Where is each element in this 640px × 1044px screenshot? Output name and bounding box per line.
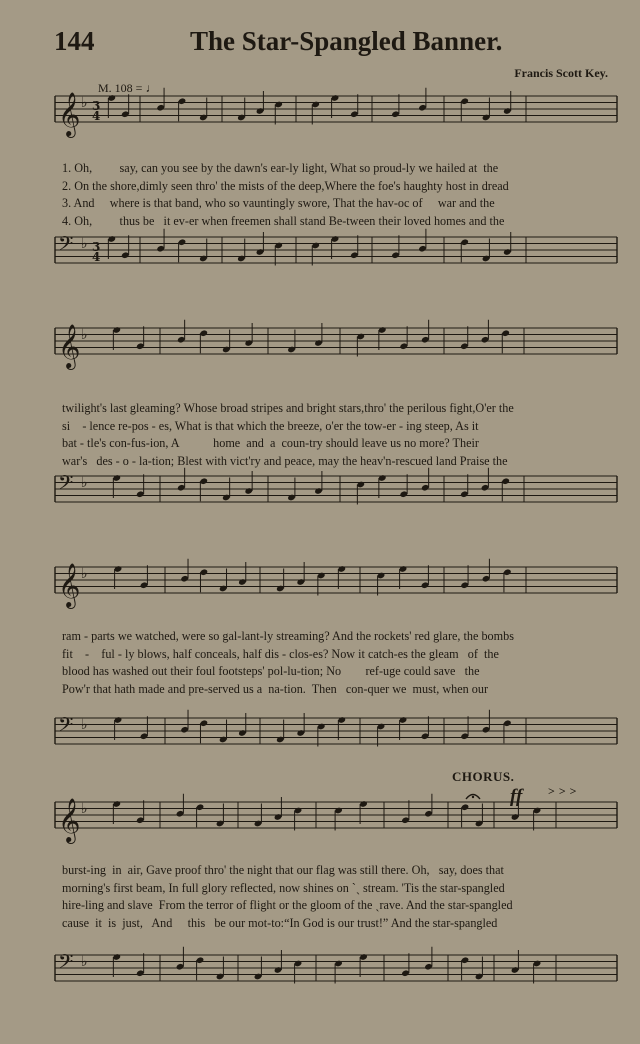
page-number: 144 [54, 26, 95, 56]
time-signature: 4 [92, 250, 101, 264]
lyric-line: blood has washed out their foul footsteps' pol-lu-tion; No ref-uge could save the [62, 664, 480, 678]
lyrics-block-1 [62, 160, 622, 230]
author-credit: Francis Scott Key. [514, 66, 608, 80]
fortissimo-mark: ff [510, 786, 523, 807]
time-signature: 4 [92, 109, 101, 123]
treble-clef-icon: 𝄞 [58, 324, 81, 368]
bass-clef-icon: 𝄢 [58, 950, 74, 978]
treble-clef-icon: 𝄞 [58, 798, 81, 842]
lyric-line: 4. Oh, thus be it ev-er when freemen shall stand Be-tween their loved homes and the [62, 213, 505, 228]
lyric-line: Pow'r that hath made and pre-served us a na-tion. Then con-quer we must, when our [62, 681, 489, 696]
lyrics-block-2 [62, 400, 622, 470]
lyric-line: bat - tle's con-fus-ion, A home and a coun-try should leave us no more? Their [62, 436, 479, 450]
time-signature: 3 [92, 240, 101, 254]
flat-icon: ♭ [81, 236, 88, 252]
fermata-dot [472, 796, 474, 798]
treble-clef-icon: 𝄞 [58, 563, 81, 607]
bass-clef-icon: 𝄢 [58, 713, 74, 741]
flat-icon: ♭ [81, 475, 88, 491]
hymn-title: The Star-Spangled Banner. [190, 26, 503, 56]
time-signature: 3 [92, 99, 101, 113]
lyric-line: war's des - o - la-tion; Blest with vict'ry and peace, may the heav'n-rescued land Praise the [62, 453, 508, 468]
tempo-marking: M. 108 = ♩ [98, 81, 158, 95]
bass-clef-icon: 𝄢 [58, 471, 74, 499]
lyric-line: ram - parts we watched, were so gal-lant-ly streaming? And the rockets' red glare, the bombs [62, 629, 514, 643]
lyric-line: 1. Oh, say, can you see by the dawn's ear-ly light, What so proud-ly we hailed at the [62, 161, 499, 175]
lyric-line: fit - ful - ly blows, half conceals, half dis - clos-es? Now it catch-es the gleam of the [62, 646, 499, 661]
flat-icon: ♭ [81, 801, 88, 817]
flat-icon: ♭ [81, 954, 88, 970]
lyric-line: si - lence re-pos - es, What is that which the breeze, o'er the tow-er - ing steep, As it [62, 418, 479, 433]
lyric-line: hire-ling and slave From the terror of flight or the gloom of the ˏrave. And the star-spangled [62, 898, 513, 912]
lyric-line: morning's first beam, In full glory reflected, now shines on ˋˎ stream. 'Tis the star-spangled [62, 880, 505, 895]
bass-clef-icon: 𝄢 [58, 232, 74, 260]
lyrics-block-3 [62, 628, 622, 698]
lyrics-block-4 [62, 862, 622, 932]
accent-marks: >>> [548, 784, 581, 798]
flat-icon: ♭ [81, 327, 88, 343]
chorus-label: CHORUS. [452, 769, 515, 784]
lyric-line: burst-ing in air, Gave proof thro' the night that our flag was still there. Oh, say, does that [62, 863, 504, 877]
lyric-line: cause it is just, And this be our mot-to:“In God is our trust!” And the star-spangled [62, 915, 498, 930]
lyric-line: twilight's last gleaming? Whose broad stripes and bright stars,thro' the perilous fight,O'er the [62, 401, 514, 415]
flat-icon: ♭ [81, 566, 88, 582]
lyric-line: 3. And where is that band, who so vauntingly swore, That the hav-oc of war and the [62, 196, 495, 210]
flat-icon: ♭ [81, 717, 88, 733]
lyric-line: 2. On the shore,dimly seen thro' the mists of the deep,Where the foe's haughty host in dread [62, 178, 509, 193]
flat-icon: ♭ [81, 95, 88, 111]
treble-clef-icon: 𝄞 [58, 92, 81, 136]
